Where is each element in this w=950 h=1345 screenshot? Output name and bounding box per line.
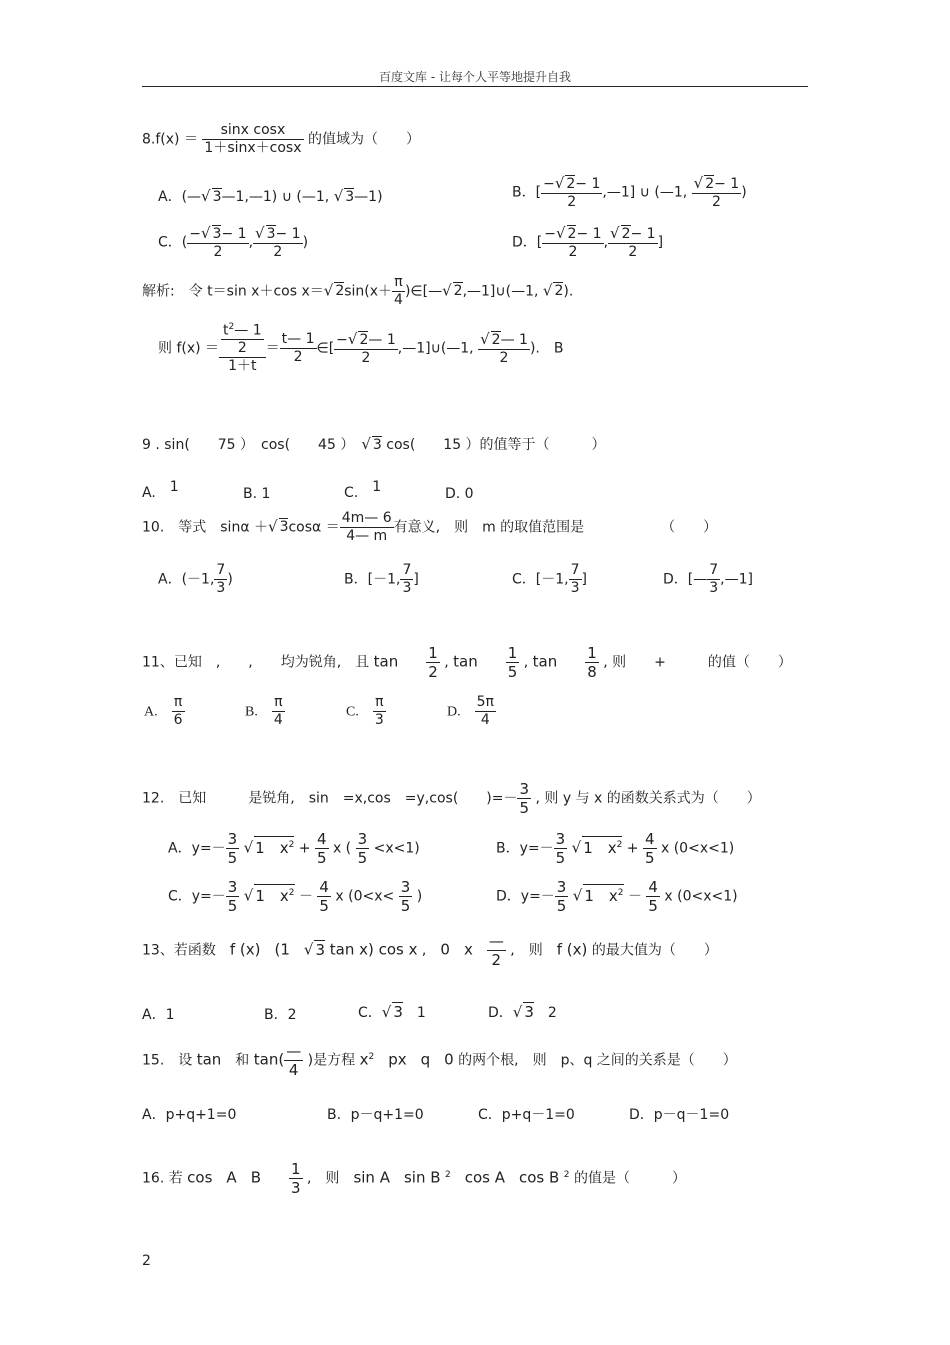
q12-option-a: A．y=－ $\frac{3}{5}$ √ 1 $x^2$ + $\frac{4}{5}$ x ( $\frac{3}{5}$ <x<1) xyxy=(168,830,420,867)
question-16: 16. 若 cos A B $\frac{1}{3}$ , 则 sin A sin B $^2$ cos A cos B $^2$ 的值是（ ） xyxy=(142,1160,686,1197)
q15-option-d: D．p－q－1=0 xyxy=(629,1107,730,1123)
q8-solution-line1: 解析: 令 t＝sin x＋cos x＝√ 2sin(x＋ $\frac{\pi}{4}$ )∈[—√ 2,—1]∪(—1, √ 2). xyxy=(142,274,574,308)
q8-option-a: A．(—√ 3—1,—1) ∪ (—1, √ 3—1) xyxy=(158,187,383,205)
q9-option-c: C. 1 xyxy=(344,479,382,501)
page-header: 百度文库 - 让每个人平等地提升自我 xyxy=(379,70,571,84)
question-8 xyxy=(142,122,420,157)
q9-option-a: A. 1 xyxy=(142,479,179,501)
q13-option-b: B．2 xyxy=(264,1007,297,1023)
q13-option-c: C．√ 3 1 xyxy=(358,1003,426,1021)
q12-option-d: D．y=－ $\frac{3}{5}$ √ 1 $x^2$ － $\frac{4}{5}$ x (0<x<1) xyxy=(496,878,738,915)
q8-denominator: 1＋sinx＋cosx xyxy=(204,139,302,156)
q9-option-b: B. 1 xyxy=(243,486,271,502)
q13-option-d: D．√ 3 2 xyxy=(488,1003,557,1021)
question-13: 13、若函数 f (x) (1 √ 3 tan x) cos x , 0 x $\frac{—}{2}$ , 则 f (x) 的最大值为（ ） xyxy=(142,932,718,969)
q10-option-b: B．[－1, $\frac{7}{3}$ ] xyxy=(344,562,419,596)
q8-option-d: D．[ $\frac{-√ 2- 1}{2}$ , $\frac{√ 2- 1}{2}$ ] xyxy=(512,224,664,260)
q15-option-c: C．p+q－1=0 xyxy=(478,1107,575,1123)
q8-solution-line2: 则 f(x) ＝ $\frac{\frac{t^2— 1}{2}}{1+t}$ ＝ $\frac{t— 1}{2}$ ∈[ $\frac{-√ 2— 1}{2}$ ,—1]∪(—1, $\frac{√ 2— 1}{2}$ ). B xyxy=(158,322,564,375)
q15-option-a: A．p+q+1=0 xyxy=(142,1107,237,1123)
header-divider xyxy=(142,86,808,87)
q10-option-c: C．[－1, $\frac{7}{3}$ ] xyxy=(512,562,587,596)
q10-option-a: A．(－1, $\frac{7}{3}$ ) xyxy=(158,562,233,596)
q8-option-c: C．( $\frac{-√ 3- 1}{2}$ , $\frac{√ 3- 1}{2}$ ) xyxy=(158,224,309,260)
q8-option-b: B．[ $\frac{-√ 2- 1}{2}$ ,—1] ∪ (—1, $\frac{√ 2- 1}{2}$ ) xyxy=(512,174,747,210)
q8-numerator: sinx cosx xyxy=(202,122,303,140)
q9-option-d: D. 0 xyxy=(445,486,474,502)
q12-option-c: C．y=－ $\frac{3}{5}$ √ 1 $x^2$ － $\frac{4}{5}$ x (0<x< $\frac{3}{5}$ ) xyxy=(168,878,423,915)
q11-option-b: B. $\frac{\pi}{4}$ xyxy=(245,694,283,728)
q13-option-a: A．1 xyxy=(142,1007,175,1023)
q8-fraction xyxy=(202,122,303,157)
question-15: 15. 设 tan 和 tan( $\frac{—}{4}$ )是方程 $x^2$ px q 0 的两个根, 则 p、q 之间的关系是（ ） xyxy=(142,1042,737,1079)
q11-option-c: C. $\frac{\pi}{3}$ xyxy=(346,694,384,728)
q11-option-a: A. $\frac{\pi}{6}$ xyxy=(144,694,183,728)
page-number: 2 xyxy=(142,1253,151,1269)
q8-suffix: 的值域为（ ） xyxy=(307,131,420,148)
q10-option-d: D．[— $\frac{7}{3}$ ,—1] xyxy=(663,562,753,596)
question-10: 10. 等式 sinα ＋√ 3cosα ＝ $\frac{4m— 6}{4— m}$ 有意义, 则 m 的取值范围是 （ ） xyxy=(142,510,718,544)
q12-option-b: B．y=－ $\frac{3}{5}$ √ 1 $x^2$ + $\frac{4}{5}$ x (0<x<1) xyxy=(496,830,735,867)
q8-prefix: 8.f(x) ＝ xyxy=(142,131,198,148)
question-12: 12. 已知 是锐角, sin =x,cos =y,cos( )=－ $\frac{3}{5}$ , 则 y 与 x 的函数关系式为（ ） xyxy=(142,780,761,817)
question-11: 11、已知 , , 均为锐角, 且 tan $\frac{1}{2}$ , tan $\frac{1}{5}$ , tan $\frac{1}{8}$ , 则 + 的值（ ） xyxy=(142,644,792,681)
q15-option-b: B．p－q+1=0 xyxy=(327,1107,424,1123)
q11-option-d: D. $\frac{5\pi}{4}$ xyxy=(447,694,494,728)
question-9: 9 . sin( 75 ） cos( 45 ） √ 3 cos( 15 ）的值等于（ ） xyxy=(142,435,606,453)
